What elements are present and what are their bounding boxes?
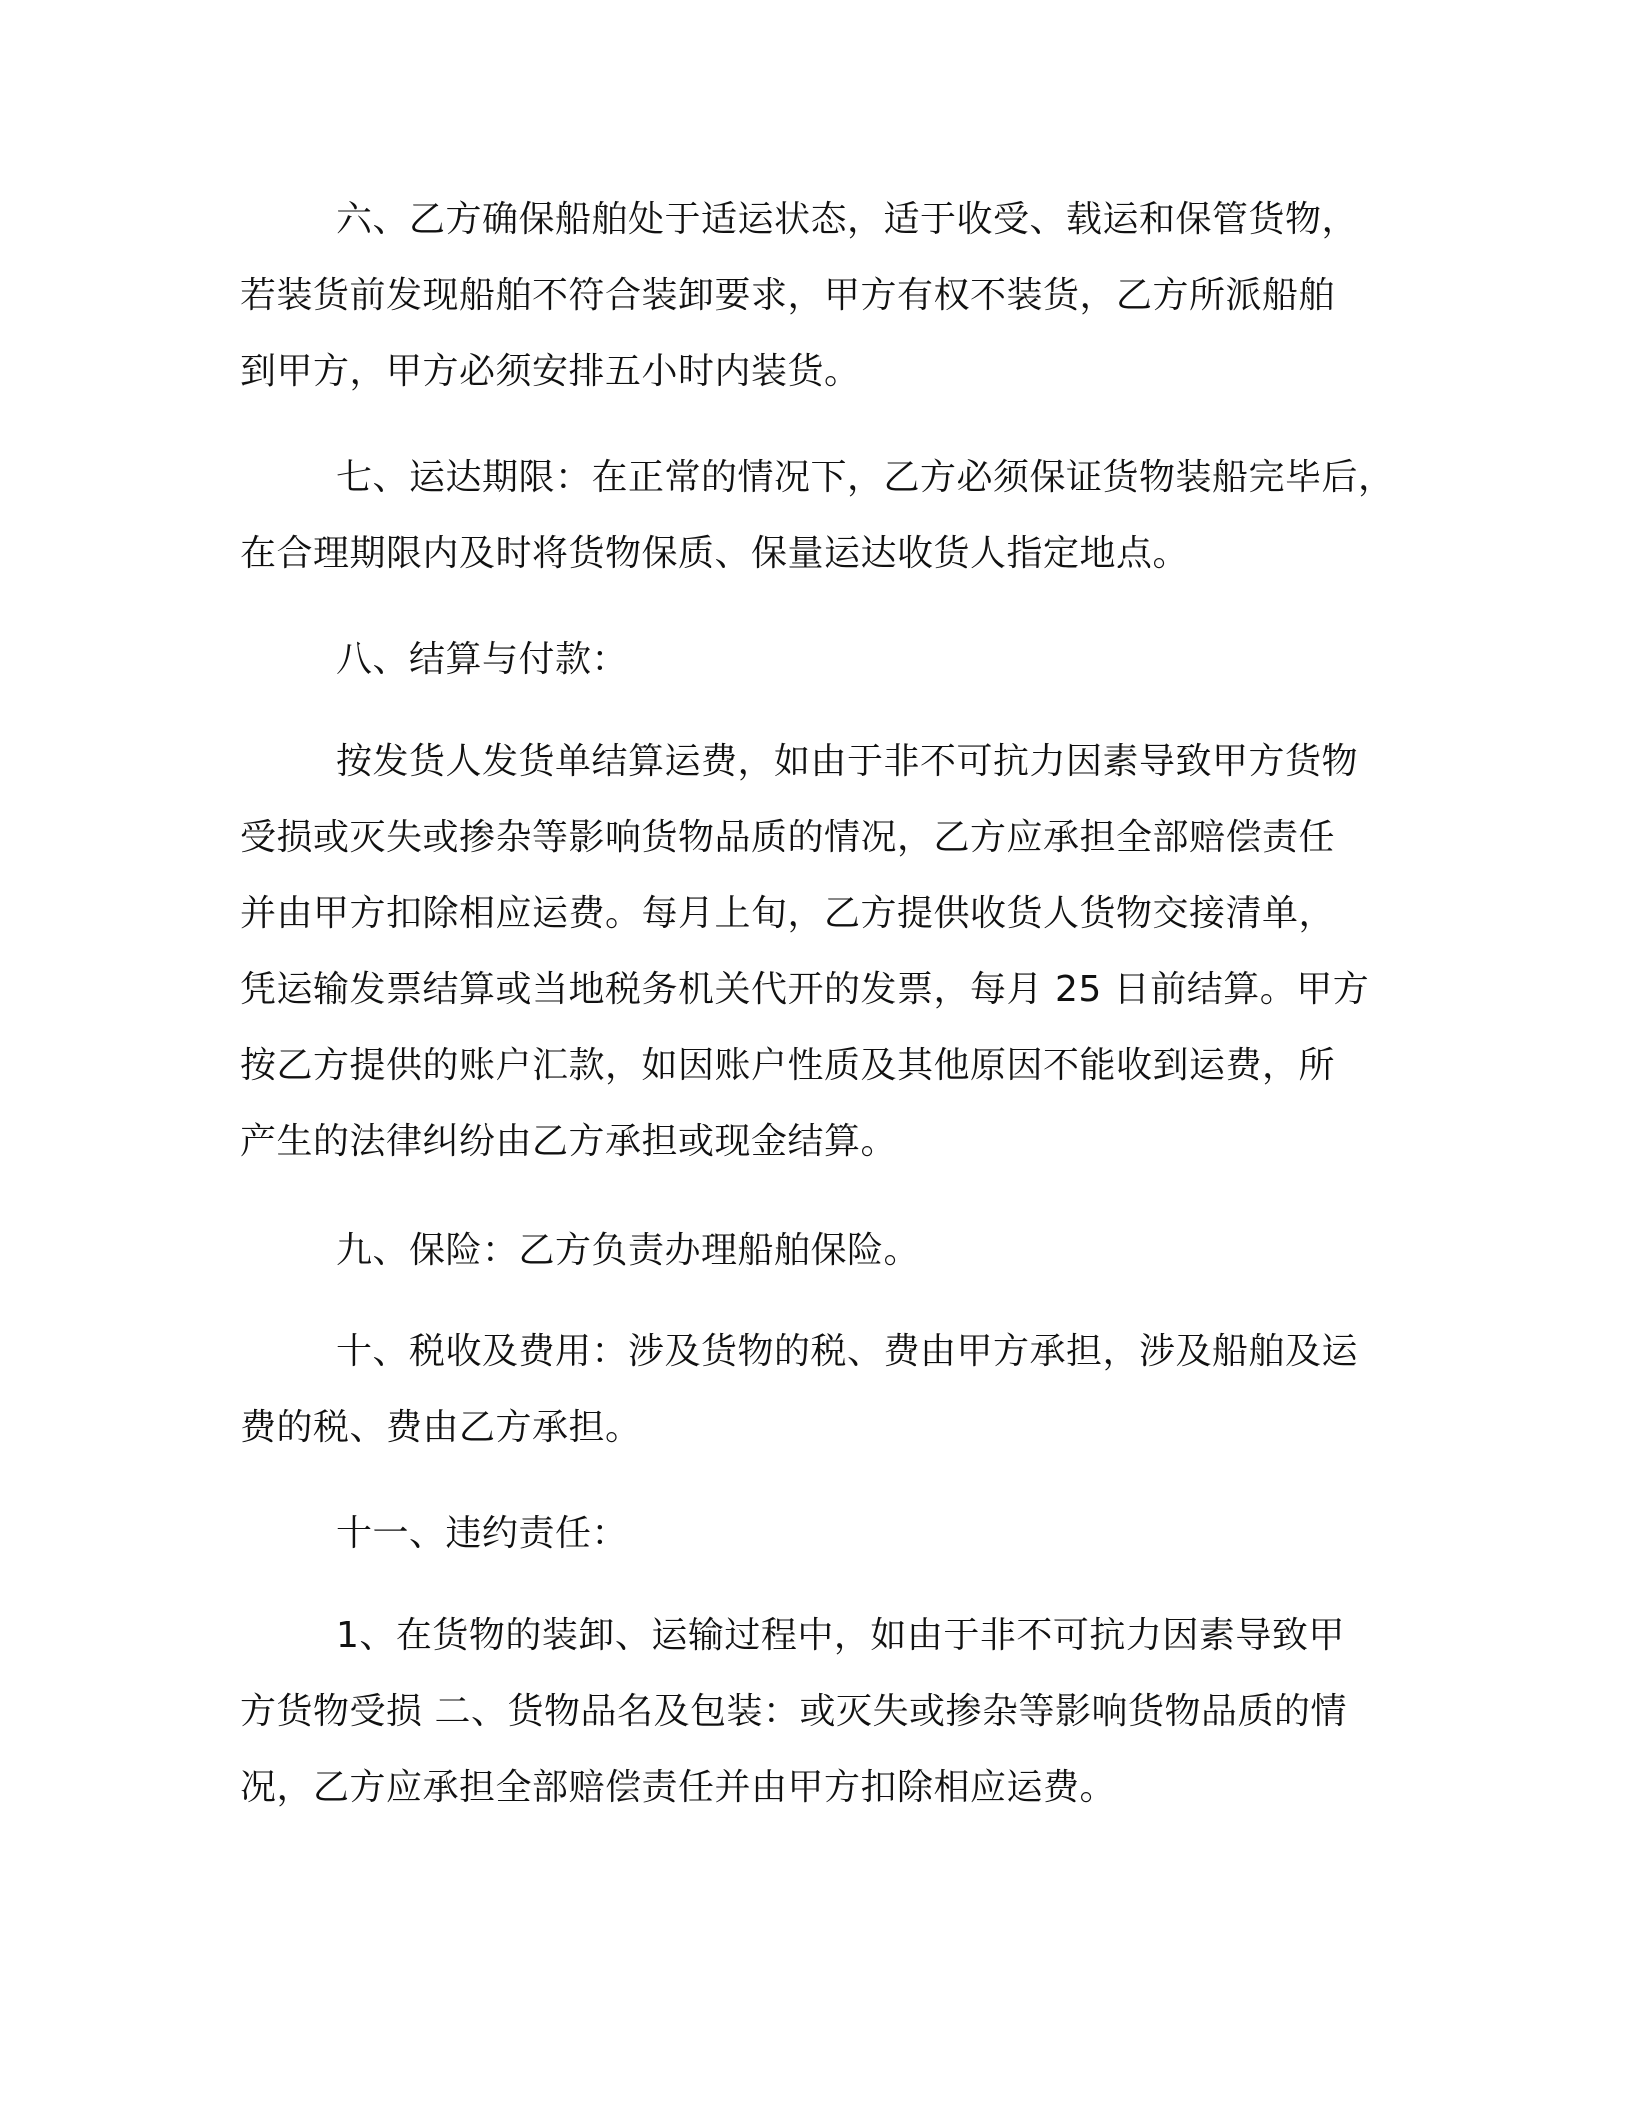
paragraph-line: 况，乙方应承担全部赔偿责任并由甲方扣除相应运费。 bbox=[240, 1767, 1117, 1808]
paragraph-clause-6 bbox=[240, 182, 1460, 410]
paragraph-clause-11-heading bbox=[240, 1496, 1460, 1572]
paragraph-line: 1、在货物的装卸、运输过程中，如由于非不可抗力因素导致甲 bbox=[336, 1615, 1345, 1656]
paragraph-line: 凭运输发票结算或当地税务机关代开的发票，每月 25 日前结算。甲方 bbox=[240, 969, 1370, 1010]
paragraph-clause-9 bbox=[240, 1213, 1460, 1289]
paragraph-line: 并由甲方扣除相应运费。每月上旬，乙方提供收货人货物交接清单， bbox=[240, 893, 1336, 934]
paragraph-line: 到甲方，甲方必须安排五小时内装货。 bbox=[240, 351, 861, 392]
paragraph-line: 若装货前发现船舶不符合装卸要求，甲方有权不装货，乙方所派船舶 bbox=[240, 275, 1336, 316]
paragraph-liability-1 bbox=[240, 1598, 1460, 1826]
paragraph-line: 受损或灭失或掺杂等影响货物品质的情况，乙方应承担全部赔偿责任 bbox=[240, 817, 1336, 858]
paragraph-line: 七、运达期限：在正常的情况下，乙方必须保证货物装船完毕后， bbox=[336, 457, 1395, 498]
paragraph-line: 按发货人发货单结算运费，如由于非不可抗力因素导致甲方货物 bbox=[336, 741, 1359, 782]
paragraph-line: 九、保险：乙方负责办理船舶保险。 bbox=[336, 1230, 921, 1271]
paragraph-line: 费的税、费由乙方承担。 bbox=[240, 1407, 642, 1448]
section-heading: 八、结算与付款： bbox=[336, 639, 629, 680]
paragraph-clause-8-heading bbox=[240, 622, 1460, 698]
paragraph-line: 十、税收及费用：涉及货物的税、费由甲方承担，涉及船舶及运 bbox=[336, 1331, 1359, 1372]
paragraph-line: 按乙方提供的账户汇款，如因账户性质及其他原因不能收到运费，所 bbox=[240, 1045, 1336, 1086]
paragraph-line: 在合理期限内及时将货物保质、保量运达收货人指定地点。 bbox=[240, 533, 1190, 574]
section-heading: 十一、违约责任： bbox=[336, 1513, 629, 1554]
paragraph-line: 产生的法律纠纷由乙方承担或现金结算。 bbox=[240, 1121, 898, 1162]
paragraph-clause-10 bbox=[240, 1314, 1460, 1466]
paragraph-clause-7 bbox=[240, 440, 1460, 592]
paragraph-settlement bbox=[240, 724, 1460, 1180]
paragraph-line: 方货物受损 二、货物品名及包装：或灭失或掺杂等影响货物品质的情 bbox=[240, 1691, 1347, 1732]
paragraph-line: 六、乙方确保船舶处于适运状态，适于收受、载运和保管货物， bbox=[336, 199, 1359, 240]
